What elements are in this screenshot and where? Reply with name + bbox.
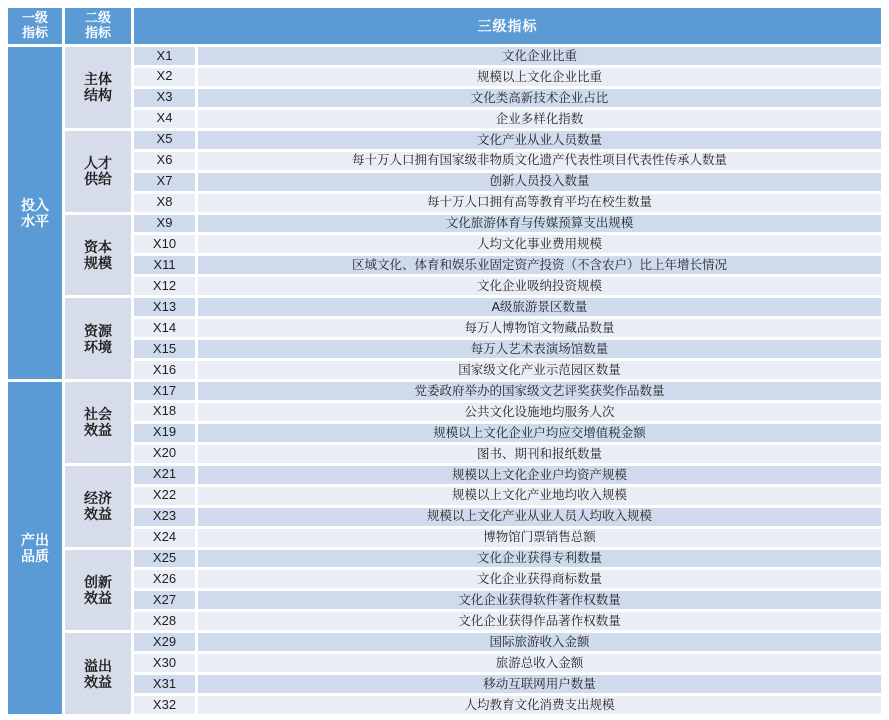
indicator-name: 文化企业获得专利数量 <box>198 550 881 568</box>
indicator-name: 文化产业从业人员数量 <box>198 131 881 149</box>
indicator-name: 公共文化设施地均服务人次 <box>198 403 881 421</box>
indicator-name: 规模以上文化企业户均应交增值税金额 <box>198 424 881 442</box>
indicator-id: X19 <box>134 424 195 442</box>
level2-group-line2: 效益 <box>84 673 112 690</box>
indicator-id: X13 <box>134 298 195 316</box>
level2-group-line1: 社会 <box>84 406 112 423</box>
indicator-id: X28 <box>134 612 195 630</box>
header-level2 <box>65 8 131 44</box>
level2-group-line1: 经济 <box>84 490 112 507</box>
indicator-id: X11 <box>134 256 195 274</box>
indicator-name: 规模以上文化企业比重 <box>198 68 881 86</box>
indicator-id: X17 <box>134 382 195 400</box>
indicator-id: X4 <box>134 110 195 128</box>
indicator-id: X12 <box>134 277 195 295</box>
level2-group-line1: 主体 <box>84 71 112 88</box>
indicator-name: 文化类高新技术企业占比 <box>198 89 881 107</box>
indicator-name: 党委政府举办的国家级文艺评奖获奖作品数量 <box>198 382 881 400</box>
indicator-name: 国际旅游收入金额 <box>198 633 881 651</box>
indicator-name: 文化企业获得软件著作权数量 <box>198 591 881 609</box>
indicator-id: X9 <box>134 215 195 233</box>
indicator-name: 文化旅游体育与传媒预算支出规模 <box>198 215 881 233</box>
header-level1-line2: 指标 <box>21 25 48 40</box>
indicator-id: X2 <box>134 68 195 86</box>
indicator-id: X24 <box>134 529 195 547</box>
indicator-id: X7 <box>134 173 195 191</box>
indicator-name: 移动互联网用户数量 <box>198 675 881 693</box>
level2-group-line2: 结构 <box>84 87 112 104</box>
level2-group-line2: 供给 <box>84 171 112 188</box>
level2-group-resource <box>65 298 131 379</box>
level2-group-line1: 人才 <box>84 155 112 172</box>
indicator-table <box>8 8 881 714</box>
level2-group-spillover <box>65 633 131 714</box>
level2-group-economic <box>65 466 131 547</box>
level2-group-innovation <box>65 550 131 631</box>
indicator-id: X18 <box>134 403 195 421</box>
indicator-id: X31 <box>134 675 195 693</box>
level2-group-line2: 规模 <box>84 254 112 271</box>
level2-group-talent <box>65 131 131 212</box>
level2-group-line1: 溢出 <box>84 657 112 674</box>
indicator-name: 人均教育文化消费支出规模 <box>198 696 881 714</box>
indicator-id: X5 <box>134 131 195 149</box>
level1-group-input <box>8 47 62 379</box>
indicator-name: 博物馆门票销售总额 <box>198 529 881 547</box>
indicator-id: X26 <box>134 570 195 588</box>
level1-group-output <box>8 382 62 714</box>
indicator-name: A级旅游景区数量 <box>198 298 881 316</box>
indicator-name: 每十万人口拥有国家级非物质文化遗产代表性项目代表性传承人数量 <box>198 152 881 170</box>
header-level2-line2: 指标 <box>84 25 111 40</box>
level2-group-line1: 资源 <box>84 322 112 339</box>
indicator-id: X1 <box>134 47 195 65</box>
level1-group-line2: 水平 <box>21 213 49 229</box>
indicator-name: 创新人员投入数量 <box>198 173 881 191</box>
level2-group-line1: 创新 <box>84 573 112 590</box>
level2-group-line2: 效益 <box>84 506 112 523</box>
indicator-name: 文化企业比重 <box>198 47 881 65</box>
indicator-id: X16 <box>134 361 195 379</box>
indicator-id: X30 <box>134 654 195 672</box>
indicator-id: X25 <box>134 550 195 568</box>
indicator-id: X3 <box>134 89 195 107</box>
level2-group-capital <box>65 215 131 296</box>
level2-group-structure <box>65 47 131 128</box>
indicator-name: 每万人博物馆文物藏品数量 <box>198 319 881 337</box>
indicator-name: 旅游总收入金额 <box>198 654 881 672</box>
indicator-id: X22 <box>134 487 195 505</box>
level1-group-line2: 品质 <box>21 548 49 564</box>
indicator-name: 每万人艺术表演场馆数量 <box>198 340 881 358</box>
indicator-id: X10 <box>134 235 195 253</box>
header-level3: 三级指标 <box>134 8 881 44</box>
indicator-name: 国家级文化产业示范园区数量 <box>198 361 881 379</box>
indicator-id: X23 <box>134 508 195 526</box>
indicator-name: 图书、期刊和报纸数量 <box>198 445 881 463</box>
indicator-id: X6 <box>134 152 195 170</box>
header-level2-line1: 二级 <box>84 10 111 26</box>
indicator-name: 规模以上文化企业户均资产规模 <box>198 466 881 484</box>
indicator-id: X14 <box>134 319 195 337</box>
indicator-name: 人均文化事业费用规模 <box>198 235 881 253</box>
indicator-name: 企业多样化指数 <box>198 110 881 128</box>
level2-group-line2: 环境 <box>84 338 112 355</box>
indicator-id: X21 <box>134 466 195 484</box>
indicator-name: 文化企业获得商标数量 <box>198 570 881 588</box>
header-level1 <box>8 8 62 44</box>
level2-group-line2: 效益 <box>84 422 112 439</box>
indicator-id: X27 <box>134 591 195 609</box>
header-level1-line1: 一级 <box>21 10 48 26</box>
level2-group-line1: 资本 <box>84 238 112 255</box>
indicator-name: 规模以上文化产业地均收入规模 <box>198 487 881 505</box>
indicator-id: X8 <box>134 194 195 212</box>
level2-group-line2: 效益 <box>84 589 112 606</box>
indicator-name: 每十万人口拥有高等教育平均在校生数量 <box>198 194 881 212</box>
level1-group-line1: 产出 <box>21 531 49 548</box>
indicator-name: 文化企业获得作品著作权数量 <box>198 612 881 630</box>
indicator-id: X32 <box>134 696 195 714</box>
indicator-id: X15 <box>134 340 195 358</box>
level2-group-social <box>65 382 131 463</box>
indicator-name: 区域文化、体育和娱乐业固定资产投资（不含农户）比上年增长情况 <box>198 256 881 274</box>
indicator-name: 规模以上文化产业从业人员人均收入规模 <box>198 508 881 526</box>
indicator-id: X29 <box>134 633 195 651</box>
indicator-name: 文化企业吸纳投资规模 <box>198 277 881 295</box>
level1-group-line1: 投入 <box>21 196 49 213</box>
indicator-id: X20 <box>134 445 195 463</box>
